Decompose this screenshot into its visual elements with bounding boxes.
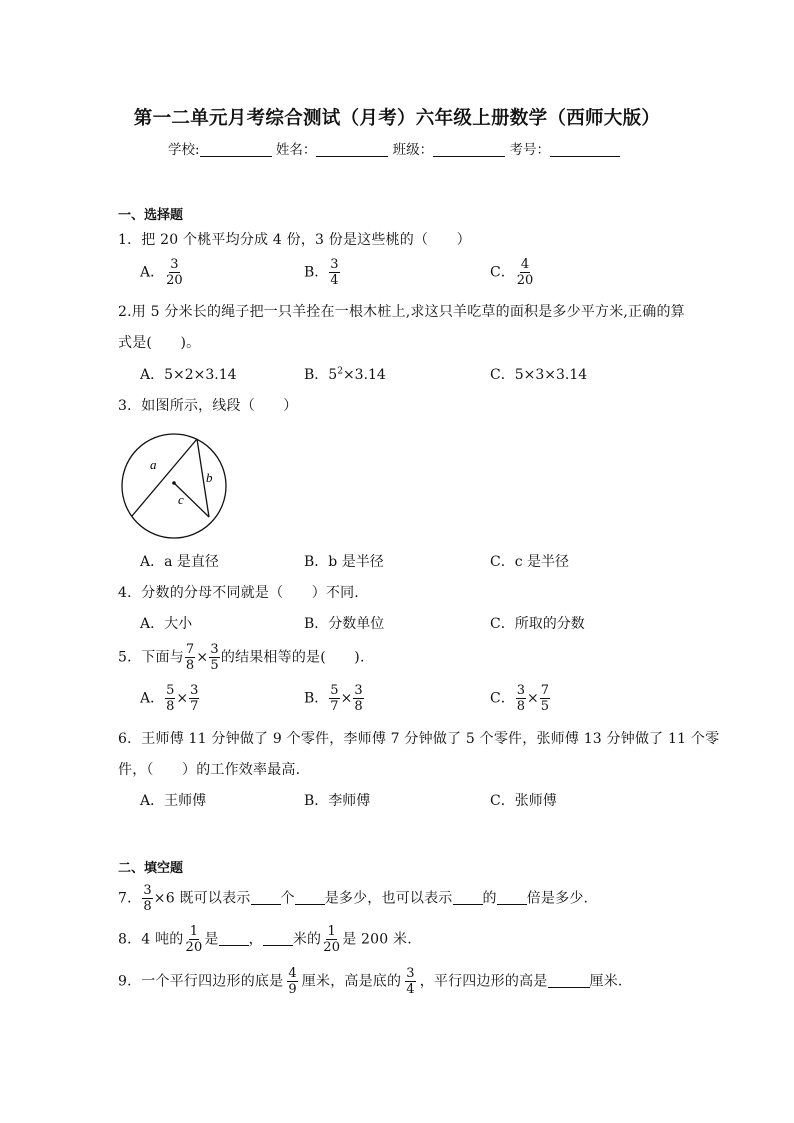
question-8	[118, 925, 412, 954]
school-blank	[200, 142, 272, 157]
question-4-option-c: C．所取的分数	[490, 616, 585, 632]
question-3-option-c: C．c 是半径	[490, 554, 570, 570]
option-prefix: B．	[304, 690, 329, 707]
question-7	[118, 884, 588, 913]
fraction	[329, 684, 339, 713]
circle-diagram	[118, 430, 230, 542]
denominator: 8	[516, 699, 525, 714]
numerator: 1	[189, 924, 199, 939]
denominator: 8	[143, 899, 152, 914]
fraction	[142, 884, 152, 913]
times-sign: ×	[527, 690, 539, 707]
denominator: 20	[516, 273, 534, 288]
question-5-stem	[118, 643, 365, 672]
stem-text: 厘米.	[589, 973, 623, 990]
numerator: 4	[520, 257, 530, 272]
question-9	[118, 967, 623, 996]
numerator: 7	[185, 642, 195, 657]
fraction	[165, 684, 175, 713]
numerator: 3	[190, 683, 199, 698]
denominator: 20	[323, 940, 341, 955]
stem-text: 米的	[292, 931, 322, 948]
option-text: B．5	[304, 367, 338, 383]
question-2-option-c: C．5×3×3.14	[490, 367, 588, 383]
numerator: 3	[354, 683, 363, 698]
center-point	[172, 481, 176, 485]
question-6-option-b: B．李师傅	[304, 793, 371, 809]
option-text: ×3.14	[342, 367, 386, 383]
denominator: 8	[354, 699, 363, 714]
denominator: 9	[288, 982, 297, 997]
times-sign: ×	[196, 649, 209, 666]
fraction	[516, 258, 535, 287]
numerator: 1	[327, 924, 336, 939]
numerator: 3	[406, 966, 415, 981]
class-blank	[433, 142, 505, 157]
question-1-stem: 1．把 20 个桃平均分成 4 份，3 份是这些桃的（ ）	[118, 232, 471, 248]
stem-text: 9．一个平行四边形的底是	[118, 973, 284, 990]
question-1-option-c	[490, 258, 535, 287]
question-number: 7．	[118, 890, 142, 907]
student-info-row	[168, 138, 620, 158]
name-label: 姓名：	[275, 142, 317, 158]
denominator: 4	[406, 982, 415, 997]
denominator: 5	[540, 699, 550, 714]
answer-blank[interactable]	[453, 890, 483, 905]
question-2-option-b	[304, 364, 386, 384]
stem-text: 厘米，高是底的	[301, 973, 402, 990]
numerator: 5	[166, 683, 175, 698]
school-label: 学校:	[168, 142, 200, 158]
denominator: 8	[185, 658, 195, 673]
stem-text: 个	[280, 890, 295, 907]
question-6-stem-line1: 6．王师傅 11 分钟做了 9 个零件，李师傅 7 分钟做了 5 个零件，张师傅 13 分钟做了 11 个零	[118, 731, 720, 747]
denominator: 7	[190, 699, 199, 714]
option-prefix: C．	[490, 690, 515, 707]
numerator: 3	[143, 883, 152, 898]
class-label: 班级：	[392, 142, 434, 158]
numerator: 3	[330, 257, 339, 272]
stem-text: 5．下面与	[118, 649, 184, 666]
question-4-option-b: B．分数单位	[304, 616, 385, 632]
label-c: c	[178, 492, 184, 507]
exam-no-blank	[550, 142, 620, 157]
fraction	[185, 643, 195, 672]
fraction	[540, 684, 550, 713]
question-3-stem: 3．如图所示，线段（ ）	[118, 398, 298, 414]
numerator: 7	[540, 683, 550, 698]
answer-blank[interactable]	[251, 890, 281, 905]
fraction	[184, 925, 203, 954]
stem-text: ，平行四边形的高是	[419, 973, 548, 990]
fraction	[189, 684, 199, 713]
denominator: 7	[330, 699, 339, 714]
numerator: 3	[170, 257, 179, 272]
answer-blank[interactable]	[295, 890, 325, 905]
question-2-stem-line1: 2.用 5 分米长的绳子把一只羊拴在一根木桩上,求这只羊吃草的面积是多少平方米,正确的算	[118, 304, 685, 320]
question-3-option-b: B．b 是半径	[304, 554, 384, 570]
numerator: 5	[330, 683, 339, 698]
denominator: 5	[210, 658, 219, 673]
section-heading-fill-in: 二、填空题	[118, 861, 184, 876]
question-6-option-a: A．王师傅	[140, 793, 207, 809]
label-b: b	[206, 470, 213, 485]
denominator: 20	[166, 273, 183, 288]
question-1-option-b	[304, 258, 341, 287]
fraction	[165, 258, 184, 287]
stem-text: 倍是多少.	[526, 890, 589, 907]
fraction	[516, 684, 526, 713]
question-3-option-a: A．a 是直径	[140, 554, 219, 570]
segment-a	[132, 439, 197, 516]
fraction	[322, 925, 341, 954]
option-prefix: C．	[490, 264, 515, 281]
numerator: 3	[210, 642, 219, 657]
page-title: 第一二单元月考综合测试（月考）六年级上册数学（西师大版）	[133, 108, 661, 129]
circle-outline	[122, 434, 226, 538]
fraction	[209, 643, 219, 672]
denominator: 20	[185, 940, 203, 955]
option-prefix: A．	[140, 264, 165, 281]
name-blank	[316, 142, 388, 157]
denominator: 8	[166, 699, 175, 714]
question-2-stem-line2: 式是( )。	[118, 335, 201, 351]
option-prefix: B．	[304, 264, 329, 281]
answer-blank[interactable]	[219, 931, 249, 946]
question-5-option-b	[304, 684, 365, 713]
answer-blank[interactable]	[548, 973, 590, 988]
question-1-option-a	[140, 258, 185, 287]
question-2-option-a: A．5×2×3.14	[140, 367, 237, 383]
exam-no-label: 考号：	[509, 142, 550, 158]
stem-text: ，	[248, 931, 263, 948]
fraction	[353, 684, 363, 713]
stem-text: 是 200 米.	[342, 931, 412, 948]
question-6-stem-line2: 件，（ ）的工作效率最高.	[118, 762, 301, 778]
times-sign: ×	[176, 690, 189, 707]
question-5-option-c	[490, 684, 551, 713]
fraction	[287, 967, 297, 996]
fraction	[329, 258, 339, 287]
stem-text: 是	[204, 931, 219, 948]
label-a: a	[150, 457, 157, 472]
section-heading-choice: 一、选择题	[118, 208, 184, 223]
question-5-option-a	[140, 684, 200, 713]
numerator: 3	[516, 683, 525, 698]
fraction	[405, 967, 415, 996]
stem-text: 8．4 吨的	[118, 931, 184, 948]
stem-text: 是多少，也可以表示	[324, 890, 453, 907]
option-prefix: A．	[140, 690, 165, 707]
question-4-option-a: A．大小	[140, 616, 193, 632]
stem-text: ×6 既可以表示	[153, 890, 251, 907]
times-sign: ×	[340, 690, 353, 707]
numerator: 4	[288, 966, 297, 981]
question-4-stem: 4．分数的分母不同就是（ ）不同.	[118, 585, 359, 601]
stem-text: 的结果相等的是( ).	[220, 649, 365, 666]
exponent: 2	[337, 366, 343, 377]
answer-blank[interactable]	[263, 931, 293, 946]
answer-blank[interactable]	[497, 890, 527, 905]
question-6-option-c: C．张师傅	[490, 793, 557, 809]
denominator: 4	[330, 273, 339, 288]
stem-text: 的	[482, 890, 497, 907]
